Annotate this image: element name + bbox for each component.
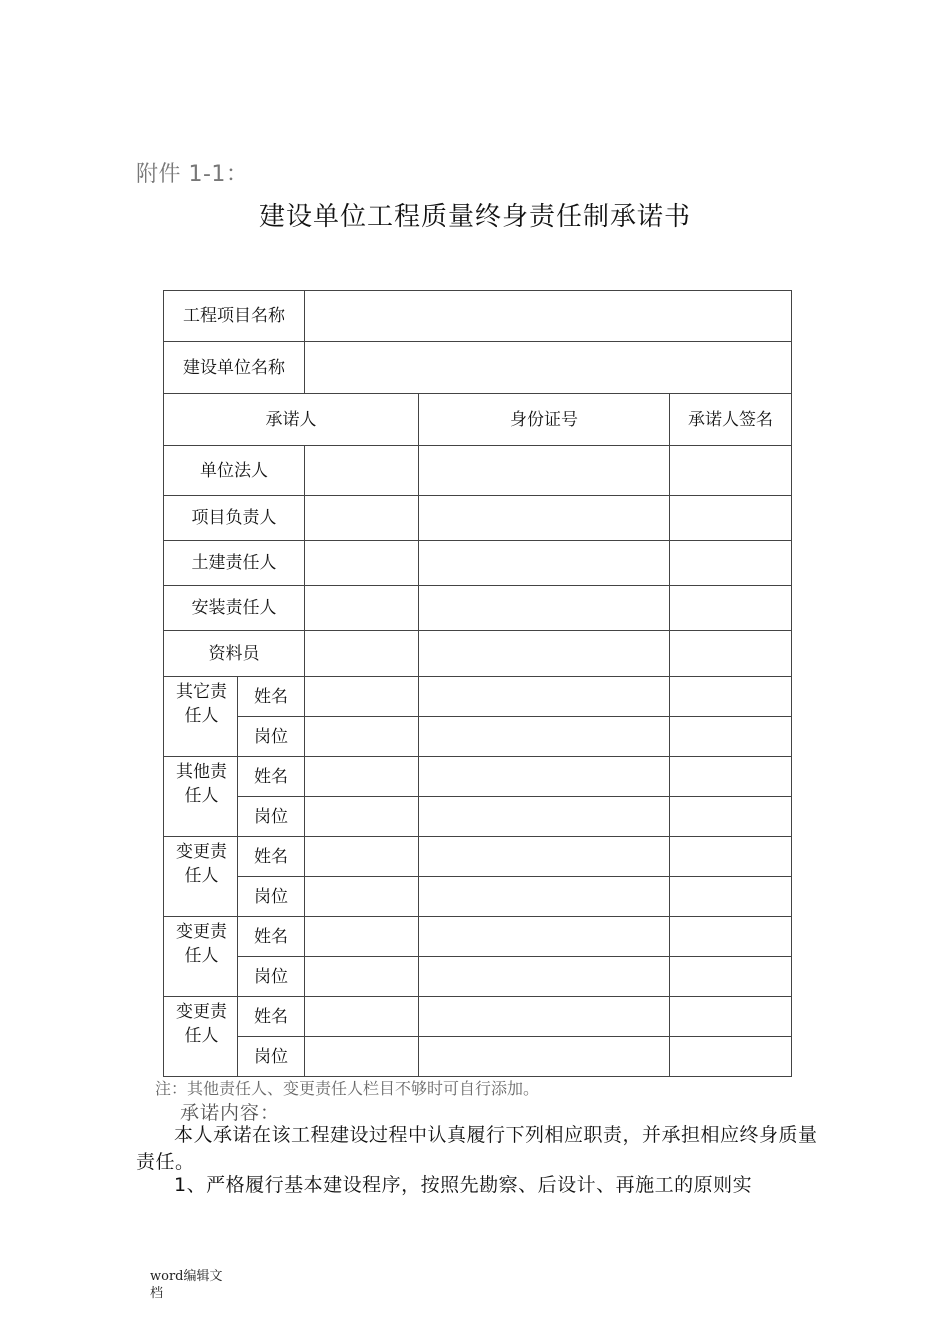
- other-group-label: 其它责任人: [164, 677, 238, 757]
- role-signature-field[interactable]: [670, 446, 792, 496]
- role-label: 资料员: [164, 631, 305, 677]
- role-row: [164, 586, 792, 631]
- other-post-field[interactable]: [305, 717, 419, 757]
- role-label: 安装责任人: [164, 586, 305, 631]
- other-signature-field[interactable]: [670, 917, 792, 957]
- other-post-id-field[interactable]: [419, 717, 670, 757]
- other-post-field[interactable]: [305, 1037, 419, 1077]
- other-signature-field[interactable]: [670, 837, 792, 877]
- role-signature-field[interactable]: [670, 586, 792, 631]
- other-post-field[interactable]: [305, 797, 419, 837]
- other-post-field[interactable]: [305, 957, 419, 997]
- other-id-field[interactable]: [419, 677, 670, 717]
- other-group-post-row: [164, 717, 792, 757]
- name-label: 姓名: [238, 917, 305, 957]
- other-group-label: 变更责任人: [164, 837, 238, 917]
- role-signature-field[interactable]: [670, 541, 792, 586]
- other-post-signature-field[interactable]: [670, 797, 792, 837]
- commitment-table: [163, 290, 792, 1077]
- other-post-signature-field[interactable]: [670, 717, 792, 757]
- other-name-field[interactable]: [305, 997, 419, 1037]
- promisor-header: 承诺人: [164, 394, 419, 446]
- name-label: 姓名: [238, 757, 305, 797]
- role-row: [164, 446, 792, 496]
- other-group-post-row: [164, 797, 792, 837]
- unit-name-label: 建设单位名称: [164, 342, 305, 394]
- role-id-field[interactable]: [419, 541, 670, 586]
- project-name-label: 工程项目名称: [164, 291, 305, 342]
- other-name-field[interactable]: [305, 837, 419, 877]
- promise-paragraph-1: 本人承诺在该工程建设过程中认真履行下列相应职责，并承担相应终身质量责任。: [136, 1124, 818, 1173]
- other-group-name-row: [164, 997, 792, 1037]
- role-id-field[interactable]: [419, 631, 670, 677]
- other-id-field[interactable]: [419, 837, 670, 877]
- id-number-header: 身份证号: [419, 394, 670, 446]
- role-label: 单位法人: [164, 446, 305, 496]
- other-id-field[interactable]: [419, 997, 670, 1037]
- signature-header: 承诺人签名: [670, 394, 792, 446]
- role-signature-field[interactable]: [670, 496, 792, 541]
- other-post-id-field[interactable]: [419, 797, 670, 837]
- post-label: 岗位: [238, 957, 305, 997]
- other-post-id-field[interactable]: [419, 877, 670, 917]
- role-name-field[interactable]: [305, 541, 419, 586]
- other-group-name-row: [164, 757, 792, 797]
- role-id-field[interactable]: [419, 496, 670, 541]
- other-name-field[interactable]: [305, 757, 419, 797]
- other-name-field[interactable]: [305, 917, 419, 957]
- other-signature-field[interactable]: [670, 757, 792, 797]
- document-title: 建设单位工程质量终身责任制承诺书: [258, 202, 691, 232]
- other-group-name-row: [164, 917, 792, 957]
- other-group-label: 变更责任人: [164, 917, 238, 997]
- other-post-signature-field[interactable]: [670, 957, 792, 997]
- other-id-field[interactable]: [419, 757, 670, 797]
- other-post-signature-field[interactable]: [670, 1037, 792, 1077]
- role-row: [164, 541, 792, 586]
- other-group-post-row: [164, 877, 792, 917]
- table-note: 注：其他责任人、变更责任人栏目不够时可自行添加。: [155, 1079, 540, 1098]
- other-group-post-row: [164, 957, 792, 997]
- post-label: 岗位: [238, 877, 305, 917]
- promise-paragraph-2: 1、严格履行基本建设程序，按照先勘察、后设计、再施工的原则实: [174, 1174, 753, 1196]
- role-row: [164, 496, 792, 541]
- other-group-post-row: [164, 1037, 792, 1077]
- other-group-name-row: [164, 837, 792, 877]
- other-group-label: 变更责任人: [164, 997, 238, 1077]
- role-row: [164, 631, 792, 677]
- role-label: 土建责任人: [164, 541, 305, 586]
- role-name-field[interactable]: [305, 496, 419, 541]
- other-id-field[interactable]: [419, 917, 670, 957]
- other-post-id-field[interactable]: [419, 957, 670, 997]
- unit-name-row: [164, 342, 792, 394]
- name-label: 姓名: [238, 677, 305, 717]
- other-signature-field[interactable]: [670, 677, 792, 717]
- unit-name-field[interactable]: [305, 342, 792, 394]
- post-label: 岗位: [238, 797, 305, 837]
- header-row: [164, 394, 792, 446]
- attachment-label: 附件 1-1：: [136, 162, 249, 187]
- role-id-field[interactable]: [419, 446, 670, 496]
- post-label: 岗位: [238, 717, 305, 757]
- name-label: 姓名: [238, 997, 305, 1037]
- name-label: 姓名: [238, 837, 305, 877]
- role-name-field[interactable]: [305, 446, 419, 496]
- role-name-field[interactable]: [305, 631, 419, 677]
- other-name-field[interactable]: [305, 677, 419, 717]
- promise-heading: 承诺内容：: [180, 1102, 281, 1124]
- other-post-signature-field[interactable]: [670, 877, 792, 917]
- other-post-id-field[interactable]: [419, 1037, 670, 1077]
- role-label: 项目负责人: [164, 496, 305, 541]
- project-name-field[interactable]: [305, 291, 792, 342]
- role-id-field[interactable]: [419, 586, 670, 631]
- role-name-field[interactable]: [305, 586, 419, 631]
- post-label: 岗位: [238, 1037, 305, 1077]
- other-post-field[interactable]: [305, 877, 419, 917]
- other-signature-field[interactable]: [670, 997, 792, 1037]
- other-group-label: 其他责任人: [164, 757, 238, 837]
- other-group-name-row: [164, 677, 792, 717]
- footer-text: word编辑文档: [150, 1269, 223, 1301]
- project-name-row: [164, 291, 792, 342]
- role-signature-field[interactable]: [670, 631, 792, 677]
